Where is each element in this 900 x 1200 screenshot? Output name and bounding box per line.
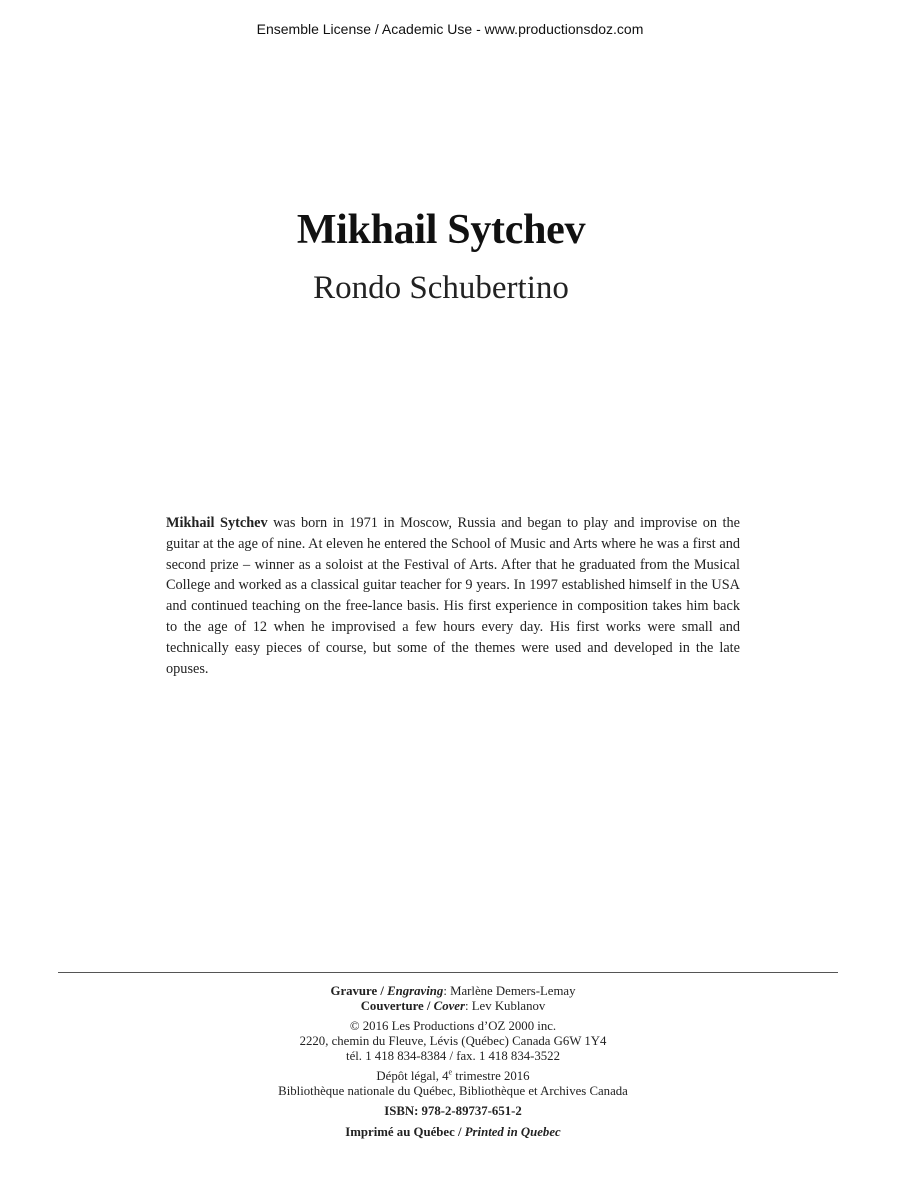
bio-composer-name: Mikhail Sytchev	[166, 515, 268, 531]
license-header: Ensemble License / Academic Use - www.productionsdoz.com	[256, 21, 644, 37]
legal-deposit-pre: Dépôt légal, 4	[376, 1069, 449, 1083]
work-title: Rondo Schubertino	[313, 270, 569, 306]
libraries-line: Bibliothèque nationale du Québec, Bibliothèque et Archives Canada	[278, 1084, 628, 1098]
cover-name: Lev Kublanov	[471, 999, 546, 1013]
engraving-label-en: Engraving	[387, 984, 444, 998]
bio-text: was born in 1971 in Moscow, Russia and began to play and improvise on the guitar at the age of nine. At eleven he entered the School of Music and Arts where he was a first and second prize – winner as a soloist at the Festival of Arts. After that he graduated from the Musical College and worked as a classical guitar teacher for 9 years. In 1997 established himself in the USA and continued teaching on the free-lance basis. His first experience in composition takes him back to the age of 12 when he improvised a few hours every day. His first works were small and technically easy pieces of course, but some of the themes were used and developed in the late opuses.	[166, 515, 741, 677]
printed-in	[0, 1125, 900, 1140]
cover-label-en: Cover	[433, 999, 465, 1013]
cover-credit	[0, 999, 900, 1014]
footer-divider	[58, 972, 838, 973]
engraving-credit	[0, 984, 900, 999]
cover-label-fr: Couverture /	[360, 999, 434, 1013]
engraving-name: Marlène Demers-Lemay	[450, 984, 576, 998]
composer-name: Mikhail Sytchev	[296, 207, 586, 253]
engraving-label-fr: Gravure /	[330, 984, 388, 998]
isbn-text: ISBN: 978-2-89737-651-2	[384, 1104, 522, 1118]
composer-biography	[166, 513, 740, 679]
legal-deposit	[0, 1069, 900, 1084]
engraving-separator: :	[443, 984, 451, 998]
publisher-address: 2220, chemin du Fleuve, Lévis (Québec) Canada G6W 1Y4	[299, 1034, 607, 1048]
legal-deposit-post: trimestre 2016	[452, 1069, 530, 1083]
printed-fr: Imprimé au Québec /	[345, 1125, 465, 1139]
copyright-line: © 2016 Les Productions d’OZ 2000 inc.	[349, 1019, 557, 1033]
legal-deposit-sup: e	[448, 1067, 453, 1077]
printed-en: Printed in Quebec	[464, 1125, 561, 1139]
publisher-phone: tél. 1 418 834-8384 / fax. 1 418 834-3522	[346, 1049, 560, 1063]
isbn	[0, 1104, 900, 1119]
cover-separator: :	[464, 999, 472, 1013]
publisher-credits	[0, 984, 900, 1140]
